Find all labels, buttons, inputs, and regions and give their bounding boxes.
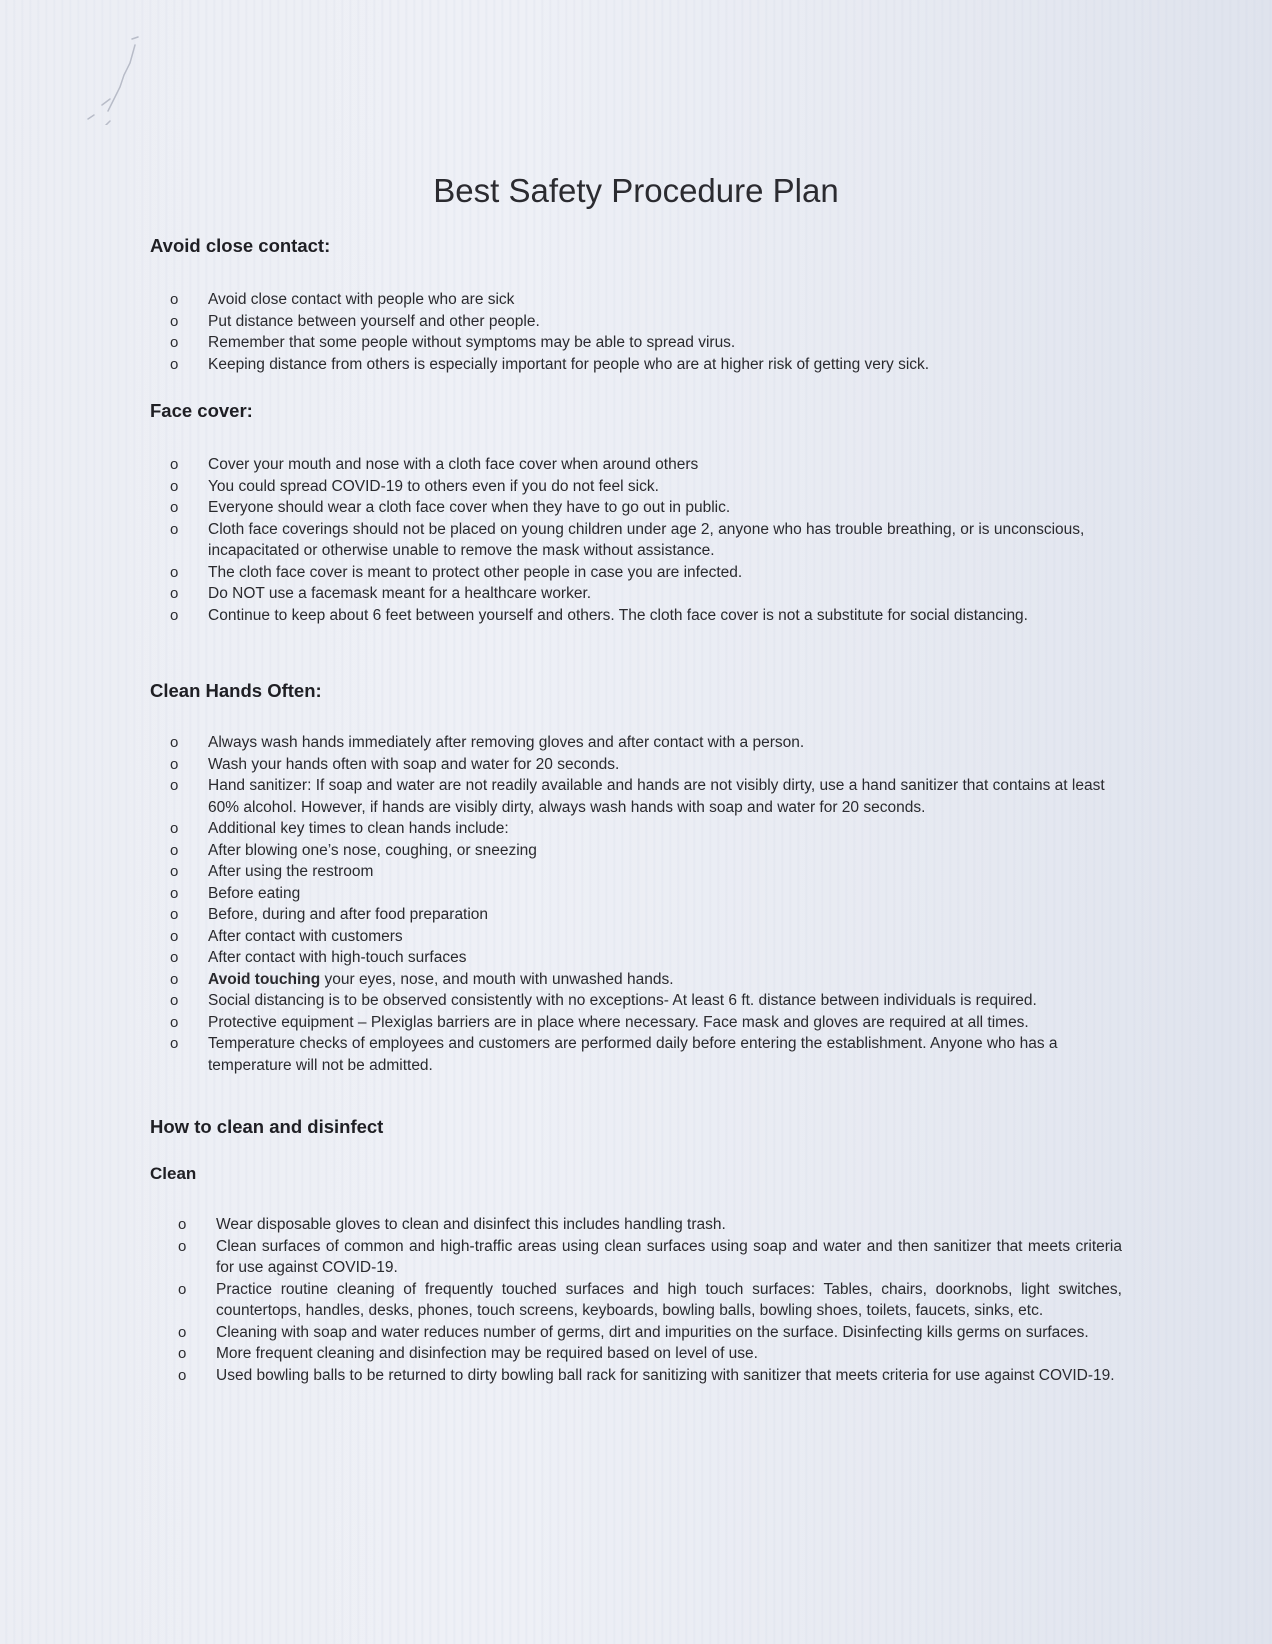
list-item: o Social distancing is to be observed consistently with no exceptions- At least 6 ft. distance between individuals is required. [150,990,1122,1012]
bullet-icon: o [170,755,179,773]
bullet-icon: o [170,520,179,538]
section-avoid-close-contact [150,235,1122,375]
list-item: o Before eating [150,883,1122,905]
list-item: o Keeping distance from others is especially important for people who are at higher risk of getting very sick. [150,354,1122,376]
bullet-icon: o [178,1323,187,1341]
list-item: o Before, during and after food preparation [150,904,1122,926]
section-how-to-clean-and-disinfect [150,1116,1122,1386]
section-heading: Face cover: [150,400,253,421]
list-item: o Hand sanitizer: If soap and water are not readily available and hands are not visibly dirty, use a hand sanitizer that contains at least 60% alcohol. However, if hands are visibly dirty, always wash hands with soap and water for 20 seconds. [170,777,1105,816]
list-item: o Practice routine cleaning of frequently touched surfaces and high touch surfaces: Tables, chairs, doorknobs, light switches, countertops, handles, desks, phones, touch screens, keyboards, bowling balls, bowling shoes, toilets, faucets, sinks, etc. [178,1280,1122,1319]
bullet-icon: o [170,884,179,902]
bullet-icon: o [170,563,179,581]
bullet-icon: o [170,291,179,308]
paper-crease-mark [80,35,150,125]
bullet-icon: o [178,1345,187,1362]
bullet-icon: o [178,1237,187,1255]
list-item: o Wear disposable gloves to clean and disinfect this includes handling trash. [158,1214,1122,1236]
bullet-icon: o [170,606,179,624]
list-item: o Cloth face coverings should not be placed on young children under age 2, anyone who has trouble breathing, or is unconscious, incapacitated or otherwise unable to remove the mask without assistance. [170,520,1085,559]
bullet-icon: o [170,312,179,330]
list-item: o Cleaning with soap and water reduces number of germs, dirt and impurities on the surface. Disinfecting kills germs on surfaces. [158,1322,1122,1344]
list-item: o After blowing one’s nose, coughing, or sneezing [150,840,1122,862]
list-item: o Wash your hands often with soap and water for 20 seconds. [150,754,1122,776]
bullet-icon: o [170,927,179,945]
list-item: o Do NOT use a facemask meant for a healthcare worker. [150,583,1122,605]
bullet-icon: o [178,1280,187,1298]
list-item: o You could spread COVID-19 to others even if you do not feel sick. [150,476,1122,498]
list-item: o Everyone should wear a cloth face cover when they have to go out in public. [150,497,1122,519]
bullet-icon: o [170,1035,179,1052]
bullet-list [150,1214,1122,1386]
list-item: o Temperature checks of employees and customers are performed daily before entering the establishment. Anyone who has a temperature will not be admitted. [170,1035,1058,1074]
section-heading: How to clean and disinfect [150,1116,384,1137]
bullet-list [150,732,1122,1076]
section-clean-hands-often [150,680,1122,1076]
bullet-icon: o [170,970,179,988]
list-item: o After contact with customers [150,926,1122,948]
bullet-icon: o [170,456,179,473]
avoid-touching-rest: your eyes, nose, and mouth with unwashed hands. [320,970,674,988]
list-item: o Used bowling balls to be returned to dirty bowling ball rack for sanitizing with sanitizer that meets criteria for use against COVID-19. [158,1365,1122,1387]
list-item: o Protective equipment – Plexiglas barriers are in place where necessary. Face mask and gloves are required at all times. [150,1012,1122,1034]
bullet-icon: o [170,992,179,1009]
list-item: o Continue to keep about 6 feet between yourself and others. The cloth face cover is not a substitute for social distancing. [150,605,1122,627]
list-item: o After contact with high-touch surfaces [150,947,1122,969]
bullet-icon: o [170,841,179,859]
bullet-icon: o [170,585,179,602]
bullet-icon: o [170,906,179,923]
bullet-icon: o [170,477,179,495]
page-title: Best Safety Procedure Plan [433,172,839,210]
list-item: o More frequent cleaning and disinfection may be required based on level of use. [158,1343,1122,1365]
bullet-icon: o [170,734,179,751]
bullet-list [150,289,1122,375]
section-heading: Clean Hands Often: [150,680,322,701]
bullet-list [150,454,1122,626]
bullet-icon: o [170,334,179,351]
section-face-cover [150,400,1122,626]
list-item: o Put distance between yourself and other people. [150,311,1122,333]
bullet-icon: o [170,355,179,373]
list-item: o After using the restroom [150,861,1122,883]
bullet-icon: o [170,1013,179,1031]
list-item: o Additional key times to clean hands include: [150,818,1122,840]
section-heading: Avoid close contact: [150,235,331,256]
bullet-icon: o [170,820,179,837]
bullet-icon: o [170,499,179,516]
bullet-icon: o [170,863,179,880]
subsection-heading: Clean [150,1164,197,1183]
list-item: o Clean surfaces of common and high-traffic areas using clean surfaces using soap and water and then sanitizer that meets criteria for use against COVID-19. [178,1237,1122,1276]
list-item: o The cloth face cover is meant to protect other people in case you are infected. [150,562,1122,584]
list-item: o Remember that some people without symptoms may be able to spread virus. [150,332,1122,354]
list-item [150,969,1122,991]
bullet-icon: o [178,1366,187,1384]
bullet-icon: o [178,1216,187,1233]
list-item: o Cover your mouth and nose with a cloth face cover when around others [150,454,1122,476]
bullet-icon: o [170,777,179,794]
avoid-touching-bold: Avoid touching [208,970,321,988]
list-item: o Avoid close contact with people who are sick [150,289,1122,311]
list-item: o Always wash hands immediately after removing gloves and after contact with a person. [150,732,1122,754]
bullet-icon: o [170,949,179,966]
